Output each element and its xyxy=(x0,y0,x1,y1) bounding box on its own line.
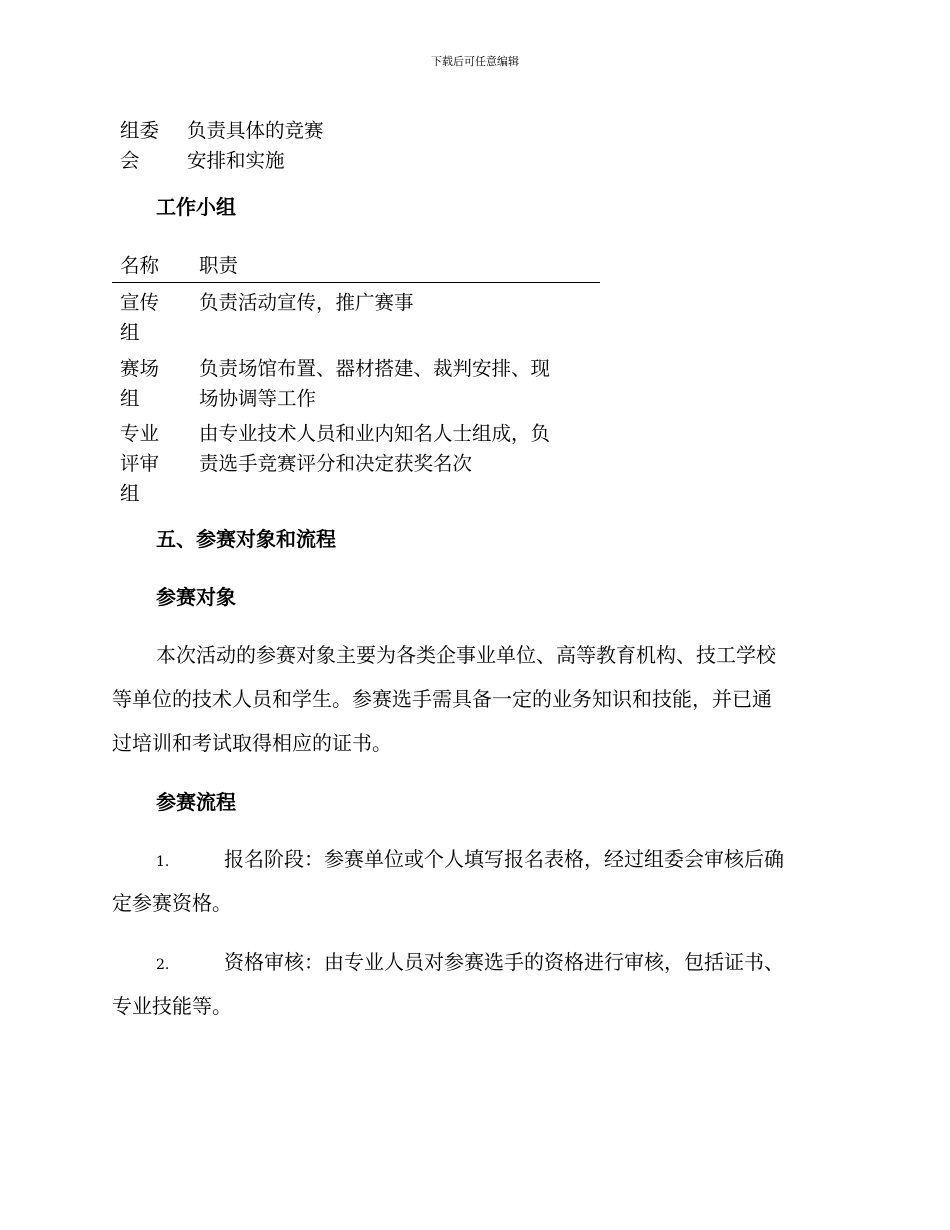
row-name-line: 专业 xyxy=(120,422,160,445)
process-step-continuation: 专业技能等。 xyxy=(112,994,232,1018)
table-header-rule xyxy=(112,282,600,283)
table-header-name: 名称 xyxy=(120,254,160,277)
process-step-continuation: 定参赛资格。 xyxy=(112,891,232,915)
step-number: 2. xyxy=(156,957,170,973)
row-name-line: 赛场 xyxy=(120,357,160,380)
row-duty-line: 场协调等工作 xyxy=(199,387,317,410)
step-number: 1. xyxy=(156,854,170,870)
row-duty-line: 由专业技术人员和业内知名人士组成，负 xyxy=(199,422,551,445)
section5-heading: 五、参赛对象和流程 xyxy=(156,527,336,551)
committee-duty-line: 负责具体的竞赛 xyxy=(187,119,324,142)
step-text: 报名阶段：参赛单位或个人填写报名表格，经过组委会审核后确 xyxy=(224,847,784,871)
participants-paragraph-line: 过培训和考试取得相应的证书。 xyxy=(112,731,392,755)
step-text: 资格审核：由专业人员对参赛选手的资格进行审核，包括证书、 xyxy=(224,950,784,974)
committee-duty-line: 安排和实施 xyxy=(187,149,285,172)
participants-heading: 参赛对象 xyxy=(156,585,236,609)
table-row-name xyxy=(120,419,159,509)
committee-name xyxy=(120,116,159,176)
committee-name-line: 组委 xyxy=(120,119,160,142)
row-duty-line: 负责活动宣传，推广赛事 xyxy=(199,291,414,314)
committee-name-line: 会 xyxy=(120,149,140,172)
table-row-duty xyxy=(199,419,550,479)
working-groups-heading: 工作小组 xyxy=(156,195,236,219)
participants-paragraph-line: 等单位的技术人员和学生。参赛选手需具备一定的业务知识和技能，并已通 xyxy=(112,687,772,711)
table-row-name xyxy=(120,354,159,414)
committee-duty xyxy=(187,116,324,176)
row-name-line: 宣传 xyxy=(120,291,160,314)
row-name-line: 组 xyxy=(120,321,140,344)
table-header-duty: 职责 xyxy=(199,254,239,277)
page-header: 下载后可任意编辑 xyxy=(431,55,519,68)
table-row-duty xyxy=(199,354,550,414)
row-duty-line: 负责场馆布置、器材搭建、裁判安排、现 xyxy=(199,357,551,380)
table-row-duty xyxy=(199,288,414,318)
row-name-line: 评审 xyxy=(120,452,160,475)
row-duty-line: 责选手竞赛评分和决定获奖名次 xyxy=(199,452,473,475)
process-step xyxy=(156,837,784,884)
row-name-line: 组 xyxy=(120,387,140,410)
table-row-name xyxy=(120,288,159,348)
participants-paragraph-line: 本次活动的参赛对象主要为各类企事业单位、高等教育机构、技工学校 xyxy=(156,643,776,667)
row-name-line: 组 xyxy=(120,482,140,505)
process-step xyxy=(156,940,784,987)
process-heading: 参赛流程 xyxy=(156,790,236,814)
